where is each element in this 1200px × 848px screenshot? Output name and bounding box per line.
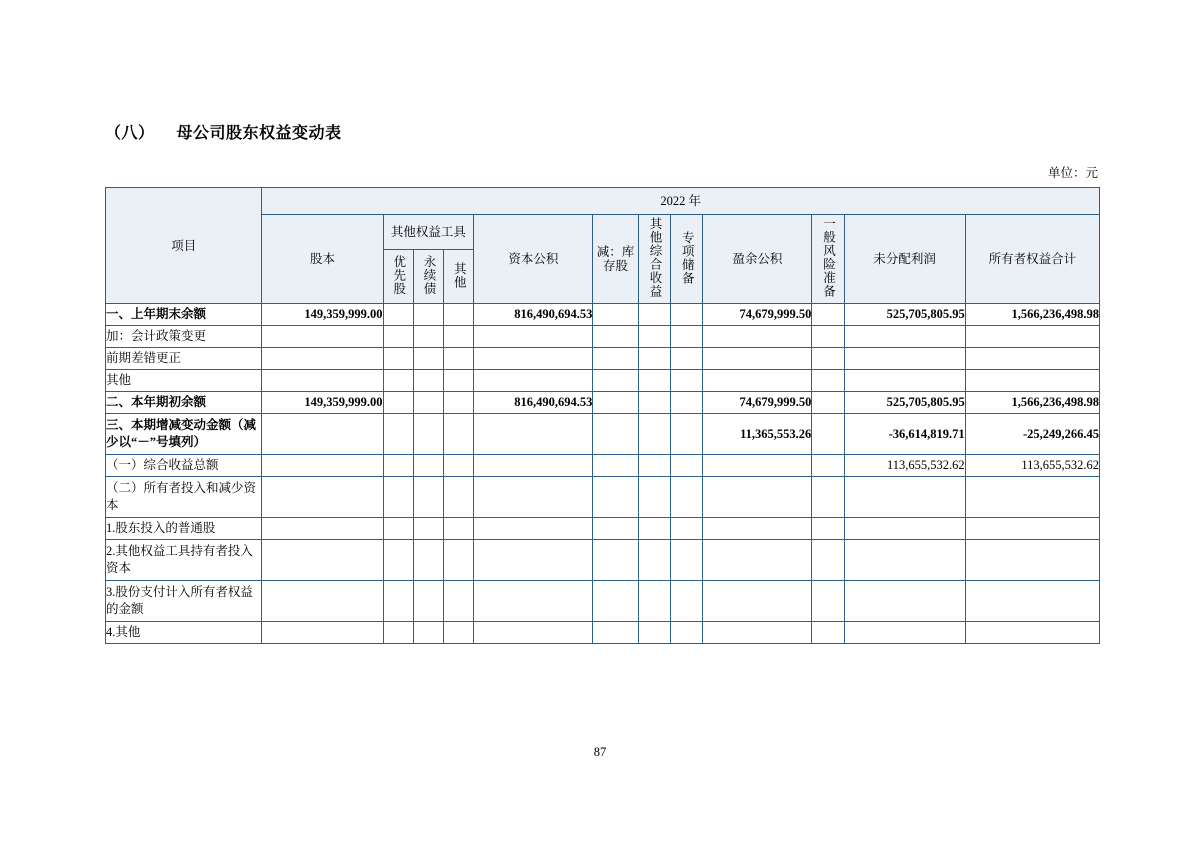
row-value	[262, 370, 383, 392]
row-value	[593, 392, 638, 414]
row-value	[413, 348, 443, 370]
row-value	[593, 622, 638, 644]
row-value	[638, 581, 670, 622]
row-value	[638, 370, 670, 392]
row-value	[812, 392, 844, 414]
row-value	[444, 304, 474, 326]
row-value	[844, 348, 965, 370]
row-value	[812, 455, 844, 477]
row-value	[638, 326, 670, 348]
row-value	[262, 326, 383, 348]
row-value	[444, 622, 474, 644]
header-other-equity-perpetual: 永续债	[413, 250, 443, 304]
row-value	[474, 477, 593, 518]
row-value	[671, 370, 703, 392]
row-value: 11,365,553.26	[703, 414, 812, 455]
unit-note: 单位：元	[1047, 166, 1098, 180]
row-value	[593, 348, 638, 370]
row-value	[671, 518, 703, 540]
row-value	[671, 477, 703, 518]
row-value	[812, 581, 844, 622]
row-label: 2.其他权益工具持有者投入资本	[106, 540, 262, 581]
row-value: 1,566,236,498.98	[965, 304, 1099, 326]
row-value	[965, 326, 1099, 348]
table-row	[106, 455, 1100, 477]
header-item: 项目	[106, 188, 262, 304]
header-capital-reserve: 资本公积	[474, 215, 593, 304]
row-value	[413, 477, 443, 518]
row-value	[703, 518, 812, 540]
page-title	[105, 120, 1100, 143]
row-value	[812, 370, 844, 392]
header-other-equity-preferred: 优先股	[383, 250, 413, 304]
row-label: 前期差错更正	[106, 348, 262, 370]
row-value	[444, 581, 474, 622]
row-value	[444, 518, 474, 540]
table-row	[106, 518, 1100, 540]
section-index: （八）	[105, 125, 155, 142]
row-label: 4.其他	[106, 622, 262, 644]
row-value	[844, 370, 965, 392]
row-value	[812, 326, 844, 348]
row-value	[474, 622, 593, 644]
row-value	[262, 477, 383, 518]
row-value	[965, 348, 1099, 370]
row-value	[413, 370, 443, 392]
row-value	[383, 540, 413, 581]
row-value: 113,655,532.62	[965, 455, 1099, 477]
table-row	[106, 304, 1100, 326]
row-value	[474, 581, 593, 622]
row-label: 加：会计政策变更	[106, 326, 262, 348]
row-value	[593, 477, 638, 518]
row-value	[262, 540, 383, 581]
row-value	[474, 540, 593, 581]
row-value	[262, 348, 383, 370]
row-value	[262, 455, 383, 477]
row-value	[638, 455, 670, 477]
row-value	[844, 622, 965, 644]
row-value	[638, 518, 670, 540]
row-value	[965, 477, 1099, 518]
row-value	[844, 581, 965, 622]
page-number: 87	[593, 745, 607, 759]
row-value	[671, 392, 703, 414]
row-value	[474, 455, 593, 477]
row-label: 三、本期增减变动金额（减少以“－”号填列）	[106, 414, 262, 455]
row-value	[444, 370, 474, 392]
row-value	[844, 477, 965, 518]
row-value	[383, 392, 413, 414]
row-value	[671, 304, 703, 326]
equity-change-table	[105, 187, 1100, 644]
row-value: 74,679,999.50	[703, 392, 812, 414]
row-value	[413, 392, 443, 414]
table-row	[106, 326, 1100, 348]
table-row	[106, 477, 1100, 518]
row-value	[812, 622, 844, 644]
row-value	[671, 326, 703, 348]
row-value	[413, 414, 443, 455]
row-value: 816,490,694.53	[474, 392, 593, 414]
row-value	[638, 540, 670, 581]
row-value	[965, 540, 1099, 581]
row-value: 525,705,805.95	[844, 392, 965, 414]
row-value	[965, 370, 1099, 392]
row-value	[383, 518, 413, 540]
row-value	[965, 581, 1099, 622]
row-value	[593, 581, 638, 622]
row-value	[638, 414, 670, 455]
row-value	[383, 348, 413, 370]
row-value	[703, 477, 812, 518]
row-value	[474, 348, 593, 370]
row-value	[474, 414, 593, 455]
row-value	[671, 455, 703, 477]
row-value	[593, 304, 638, 326]
row-value	[413, 455, 443, 477]
row-value: 149,359,999.00	[262, 392, 383, 414]
row-value	[965, 622, 1099, 644]
row-value	[413, 304, 443, 326]
header-year: 2022 年	[262, 188, 1100, 215]
row-value	[262, 581, 383, 622]
row-value	[593, 370, 638, 392]
row-value	[413, 581, 443, 622]
table-row	[106, 581, 1100, 622]
row-value: -36,614,819.71	[844, 414, 965, 455]
header-row-year	[106, 188, 1100, 215]
header-undistributed-profit: 未分配利润	[844, 215, 965, 304]
row-label: 3.股份支付计入所有者权益的金额	[106, 581, 262, 622]
row-value	[671, 622, 703, 644]
row-label: （二）所有者投入和减少资本	[106, 477, 262, 518]
row-value	[703, 348, 812, 370]
row-value	[444, 348, 474, 370]
header-other-equity-group: 其他权益工具	[383, 215, 474, 250]
row-value	[383, 326, 413, 348]
row-value	[413, 622, 443, 644]
row-value: -25,249,266.45	[965, 414, 1099, 455]
row-value	[965, 518, 1099, 540]
row-value: 74,679,999.50	[703, 304, 812, 326]
row-value	[812, 518, 844, 540]
row-value	[262, 518, 383, 540]
row-value	[671, 348, 703, 370]
row-value	[474, 370, 593, 392]
row-value	[703, 455, 812, 477]
table-row	[106, 348, 1100, 370]
row-value	[383, 455, 413, 477]
row-value	[812, 540, 844, 581]
row-value	[383, 477, 413, 518]
row-value	[474, 326, 593, 348]
table-head	[106, 188, 1100, 304]
row-value	[383, 370, 413, 392]
row-value	[671, 540, 703, 581]
header-other-comprehensive-income: 其他综合收益	[638, 215, 670, 304]
header-surplus-reserve: 盈余公积	[703, 215, 812, 304]
table-row	[106, 540, 1100, 581]
row-value	[383, 304, 413, 326]
row-value: 149,359,999.00	[262, 304, 383, 326]
row-value	[444, 477, 474, 518]
row-value	[413, 518, 443, 540]
row-value	[383, 414, 413, 455]
header-general-risk-reserve: 一般风险准备	[812, 215, 844, 304]
row-value	[703, 326, 812, 348]
row-value	[593, 414, 638, 455]
row-value	[638, 622, 670, 644]
row-value	[812, 477, 844, 518]
row-value	[444, 414, 474, 455]
row-value	[474, 518, 593, 540]
row-value	[638, 392, 670, 414]
row-value	[262, 622, 383, 644]
row-value	[593, 540, 638, 581]
table-row	[106, 370, 1100, 392]
row-value	[844, 326, 965, 348]
header-other-equity-other: 其他	[444, 250, 474, 304]
row-label: 一、上年期末余额	[106, 304, 262, 326]
page-content	[105, 120, 1100, 644]
row-value: 816,490,694.53	[474, 304, 593, 326]
header-share-capital: 股本	[262, 215, 383, 304]
row-value	[413, 326, 443, 348]
row-value	[671, 414, 703, 455]
row-value	[593, 326, 638, 348]
row-value	[383, 581, 413, 622]
table-body	[106, 304, 1100, 644]
table-row	[106, 392, 1100, 414]
row-value: 113,655,532.62	[844, 455, 965, 477]
row-value: 525,705,805.95	[844, 304, 965, 326]
row-value	[262, 414, 383, 455]
row-value	[812, 348, 844, 370]
row-value	[638, 477, 670, 518]
row-label: 其他	[106, 370, 262, 392]
row-label: （一）综合收益总额	[106, 455, 262, 477]
row-value	[593, 455, 638, 477]
row-value	[703, 540, 812, 581]
row-value	[703, 581, 812, 622]
row-value	[844, 518, 965, 540]
header-treasury-stock: 减：库存股	[593, 215, 638, 304]
row-value	[444, 326, 474, 348]
section-title-text: 母公司股东权益变动表	[176, 125, 342, 142]
row-value: 1,566,236,498.98	[965, 392, 1099, 414]
row-value	[844, 540, 965, 581]
row-value	[413, 540, 443, 581]
header-total-equity: 所有者权益合计	[965, 215, 1099, 304]
row-value	[638, 348, 670, 370]
row-value	[812, 414, 844, 455]
row-value	[671, 581, 703, 622]
row-value	[444, 455, 474, 477]
row-value	[703, 370, 812, 392]
table-row	[106, 414, 1100, 455]
row-value	[638, 304, 670, 326]
row-value	[812, 304, 844, 326]
row-label: 二、本年期初余额	[106, 392, 262, 414]
table-row	[106, 622, 1100, 644]
header-special-reserve: 专项储备	[671, 215, 703, 304]
row-label: 1.股东投入的普通股	[106, 518, 262, 540]
row-value	[444, 392, 474, 414]
row-value	[383, 622, 413, 644]
row-value	[444, 540, 474, 581]
row-value	[703, 622, 812, 644]
row-value	[593, 518, 638, 540]
